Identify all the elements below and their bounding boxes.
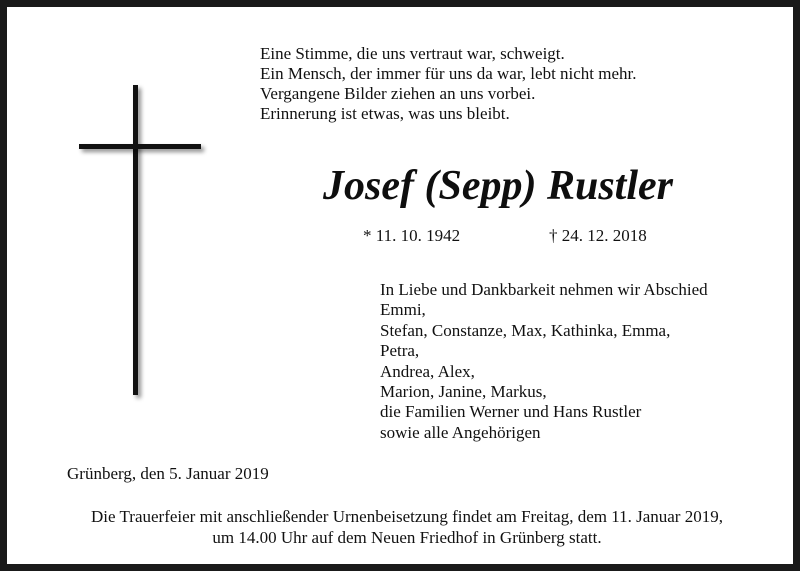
mourners-line: In Liebe und Dankbarkeit nehmen wir Abschied (380, 280, 708, 299)
cross-vertical-beam (133, 85, 138, 395)
mourners-line: Petra, (380, 341, 420, 361)
poem-line: Vergangene Bilder ziehen an uns vorbei. (260, 84, 536, 103)
service-line: Die Trauerfeier mit anschließender Urnenbeisetzung findet am Freitag, dem 11. Januar 2019, (91, 507, 723, 526)
mourners-line: Emmi, (380, 300, 426, 320)
mourners-line: die Familien Werner und Hans Rustler (380, 402, 642, 422)
mourners-line: Stefan, Constanze, Max, Kathinka, Emma, (380, 320, 671, 340)
death-date: † 24. 12. 2018 (549, 226, 647, 245)
birth-date: * 11. 10. 1942 (363, 226, 461, 245)
mourners-list (380, 280, 708, 443)
place-and-date: Grünberg, den 5. Januar 2019 (67, 464, 269, 483)
mourners-line: Andrea, Alex, (380, 361, 475, 381)
mourners-line: sowie alle Angehörigen (380, 422, 541, 442)
memorial-poem (260, 44, 637, 124)
poem-line: Ein Mensch, der immer für uns da war, lebt nicht mehr. (260, 64, 637, 83)
poem-line: Eine Stimme, die uns vertraut war, schweigt. (260, 44, 565, 63)
deceased-name: Josef (Sepp) Rustler (323, 163, 673, 209)
poem-line: Erinnerung ist etwas, was uns bleibt. (260, 104, 510, 123)
mourners-line: Marion, Janine, Markus, (380, 382, 547, 402)
funeral-service-info (47, 506, 767, 548)
cross-icon (73, 81, 213, 401)
cross-horizontal-beam (79, 144, 201, 149)
service-line: um 14.00 Uhr auf dem Neuen Friedhof in Grünberg statt. (212, 528, 602, 547)
